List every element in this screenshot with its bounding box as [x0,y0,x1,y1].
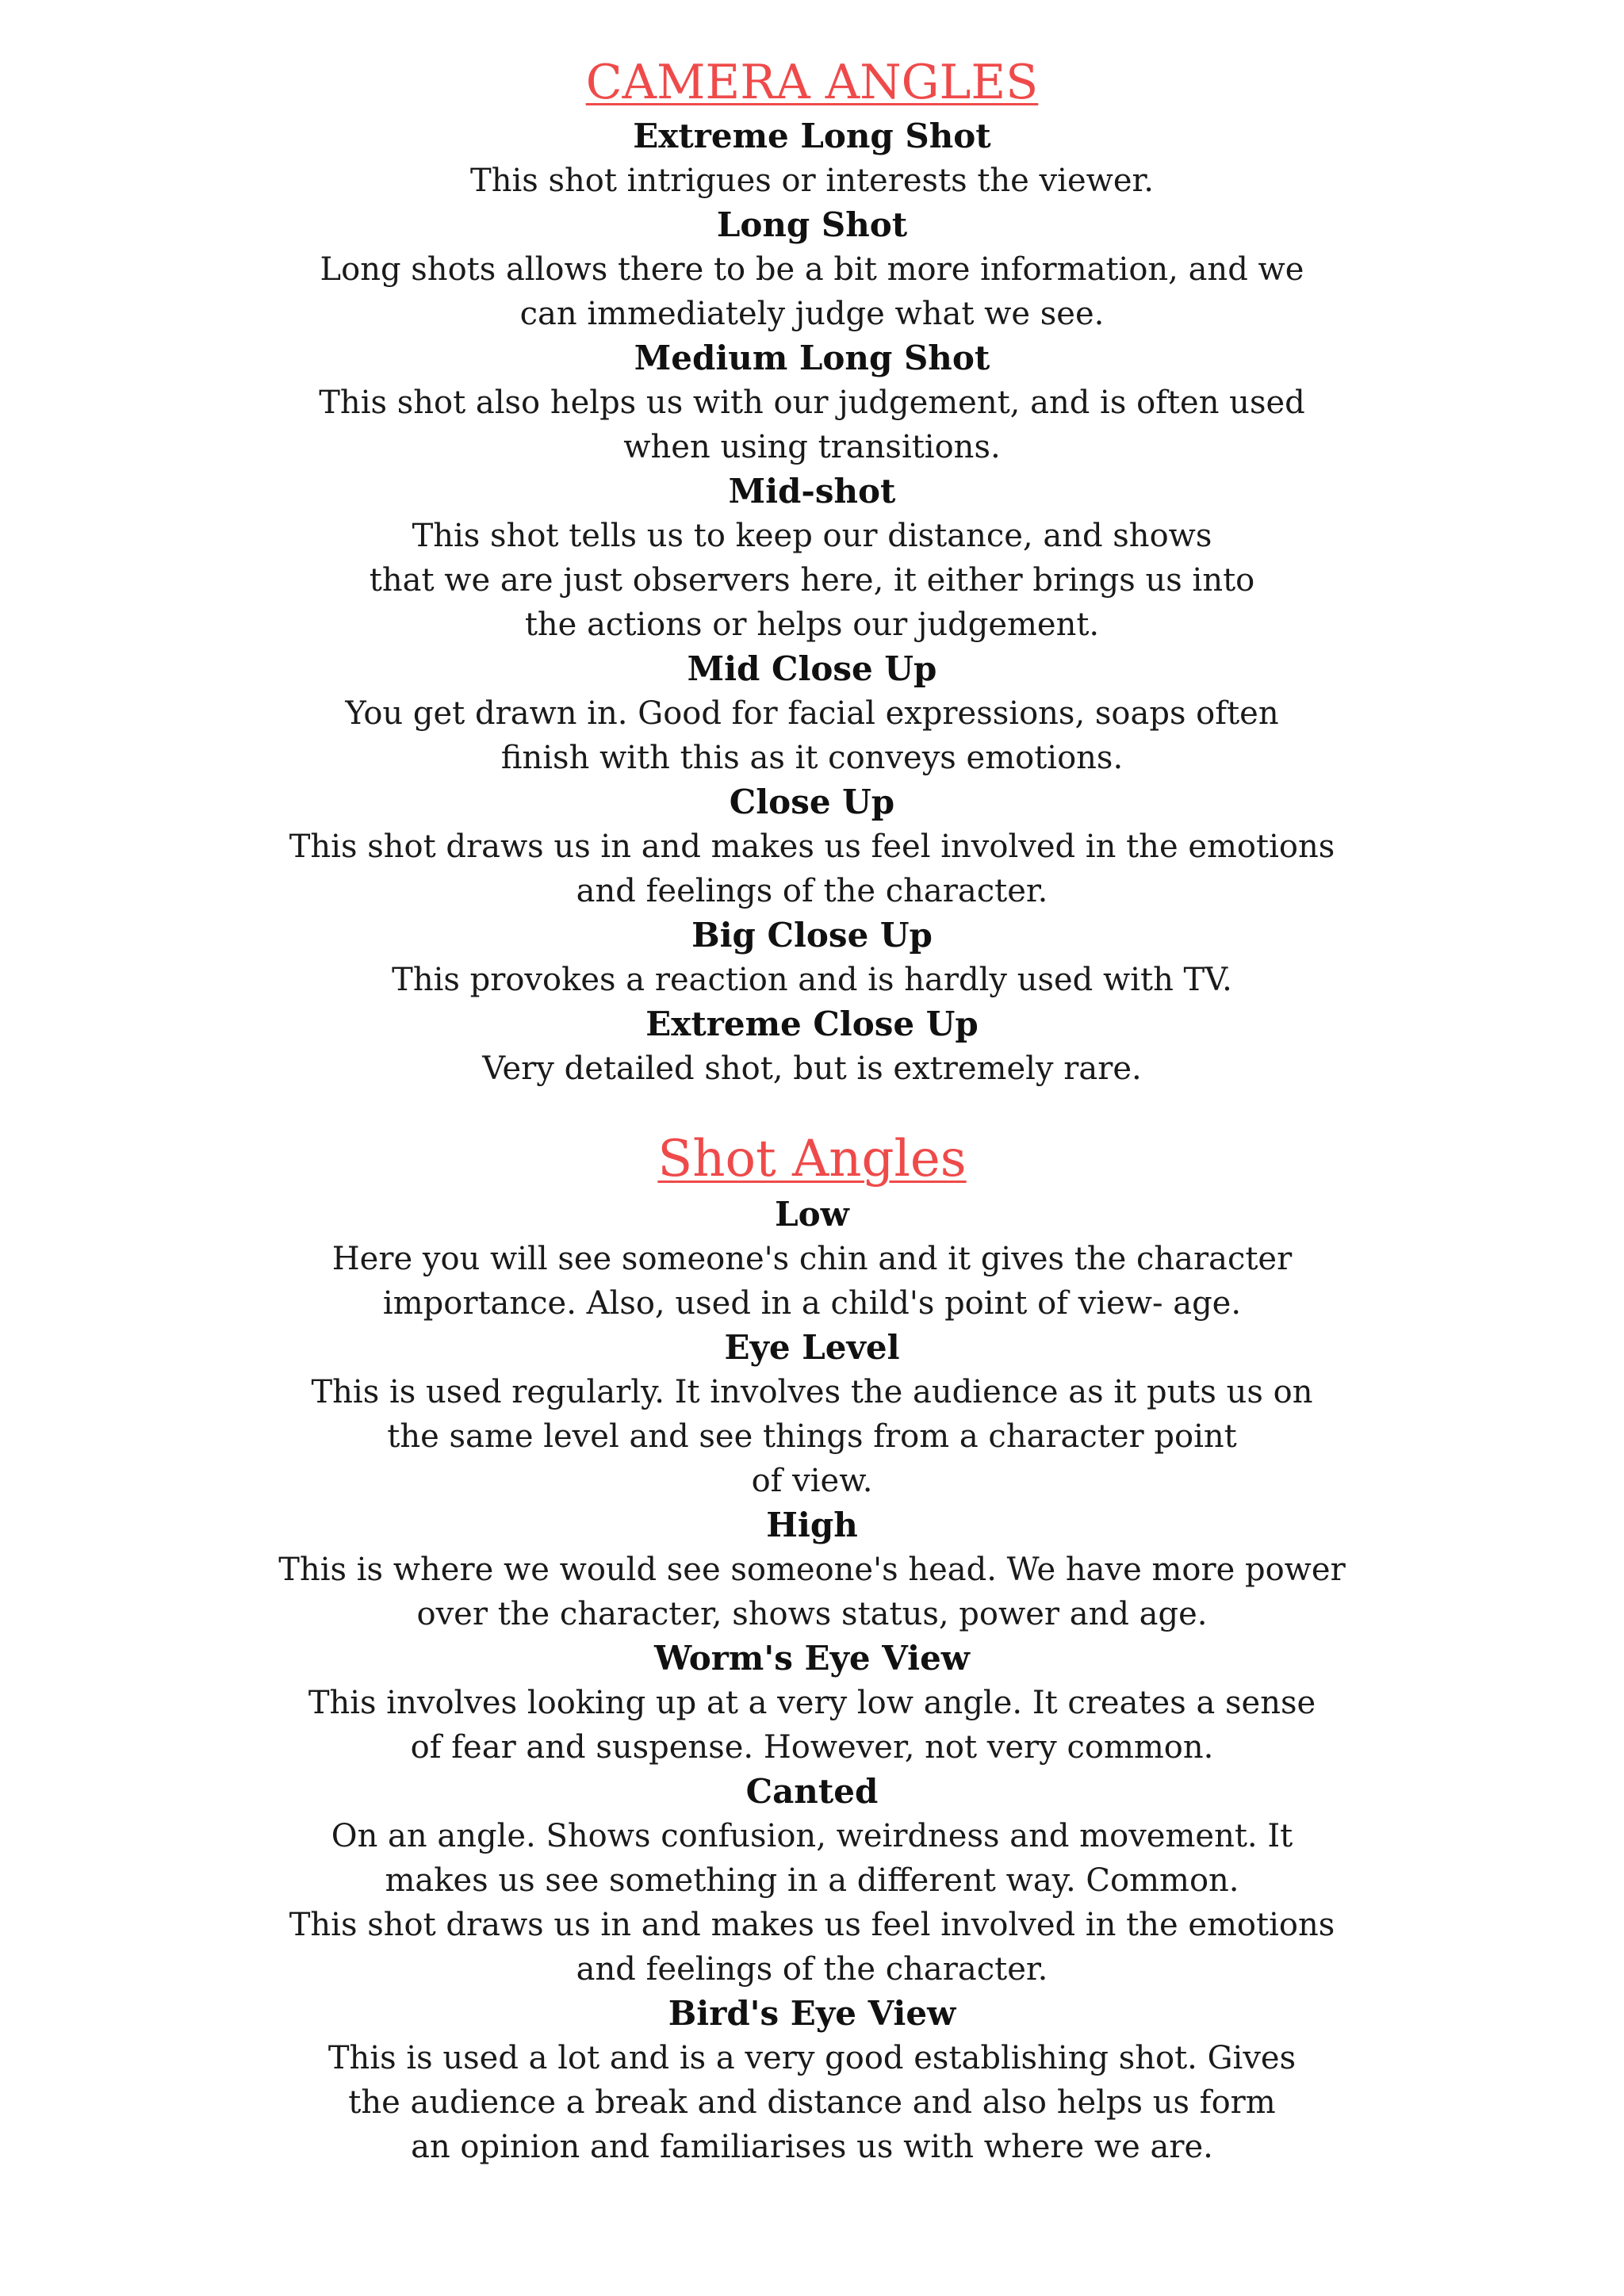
entry-text: importance. Also, used in a child's point of view- age. [382,1285,1242,1322]
entry-close-up [0,780,1624,913]
entry-text: of fear and suspense. However, not very common. [410,1729,1214,1766]
entry-big-close-up [0,913,1624,1002]
entry-heading: Close Up [729,783,895,821]
entry-heading: Extreme Long Shot [633,117,991,155]
entry-heading: Mid-shot [728,472,896,511]
entry-medium-long-shot [0,336,1624,469]
entry-text: the actions or helps our judgement. [524,607,1100,643]
entry-text: over the character, shows status, power and age. [416,1596,1208,1632]
entry-low [0,1192,1624,1326]
entry-long-shot [0,203,1624,336]
entry-text: This shot draws us in and makes us feel involved in the emotions [289,1907,1335,1943]
entry-text: This is where we would see someone's head. We have more power [278,1552,1346,1588]
entry-mid-close-up [0,647,1624,780]
entry-text: an opinion and familiarises us with where we are. [411,2129,1213,2165]
entry-text: the same level and see things from a character point [387,1418,1237,1455]
entry-extreme-long-shot [0,114,1624,203]
entry-text: This provokes a reaction and is hardly used with TV. [392,962,1232,998]
entry-heading: Big Close Up [691,916,933,955]
camera-angles-title: CAMERA ANGLES [585,55,1039,110]
entry-text: You get drawn in. Good for facial expressions, soaps often [345,695,1279,732]
entry-text: On an angle. Shows confusion, weirdness and movement. It [331,1818,1293,1854]
entry-text: This involves looking up at a very low angle. It creates a sense [308,1685,1316,1721]
entry-text: This shot draws us in and makes us feel involved in the emotions [289,828,1335,865]
entry-worms-eye-view [0,1636,1624,1770]
entry-text: This shot tells us to keep our distance, and shows [412,518,1212,554]
camera-angles-section [0,114,1624,1091]
entry-text: makes us see something in a different way. Common. [385,1862,1239,1899]
entry-heading: Eye Level [724,1328,900,1367]
entry-heading: Bird's Eye View [668,1994,956,2033]
entry-text: Very detailed shot, but is extremely rare. [482,1050,1142,1087]
entry-text: This is used regularly. It involves the audience as it puts us on [311,1374,1313,1410]
entry-heading: High [766,1506,858,1544]
entry-text: Long shots allows there to be a bit more information, and we [320,251,1304,288]
entry-heading: Medium Long Shot [634,339,990,377]
entry-text: can immediately judge what we see. [519,296,1105,332]
entry-heading: Low [775,1195,849,1234]
entry-birds-eye-view [0,1992,1624,2169]
shot-angles-title: Shot Angles [657,1130,967,1188]
entry-text: finish with this as it conveys emotions. [500,740,1124,776]
entry-text: and feelings of the character. [576,873,1048,909]
entry-text: when using transitions. [623,429,1001,465]
entry-heading: Extreme Close Up [645,1004,979,1043]
entry-heading: Long Shot [716,205,908,244]
entry-extreme-close-up [0,1002,1624,1091]
entry-text: Here you will see someone's chin and it gives the character [331,1241,1293,1277]
entry-text: This is used a lot and is a very good establishing shot. Gives [327,2040,1297,2076]
entry-text: and feelings of the character. [576,1951,1048,1988]
entry-heading: Mid Close Up [687,649,937,688]
entry-eye-level [0,1326,1624,1503]
entry-heading: Canted [745,1772,879,1811]
shot-angles-section [0,1192,1624,2169]
entry-text: of view. [751,1463,873,1499]
entry-canted [0,1770,1624,1992]
entry-heading: Worm's Eye View [654,1639,970,1678]
entry-mid-shot [0,469,1624,647]
entry-text: that we are just observers here, it either brings us into [369,562,1255,599]
entry-text: the audience a break and distance and also helps us form [348,2084,1276,2121]
entry-high [0,1503,1624,1636]
entry-text: This shot also helps us with our judgement, and is often used [319,385,1305,421]
entry-text: This shot intrigues or interests the viewer. [470,163,1154,199]
